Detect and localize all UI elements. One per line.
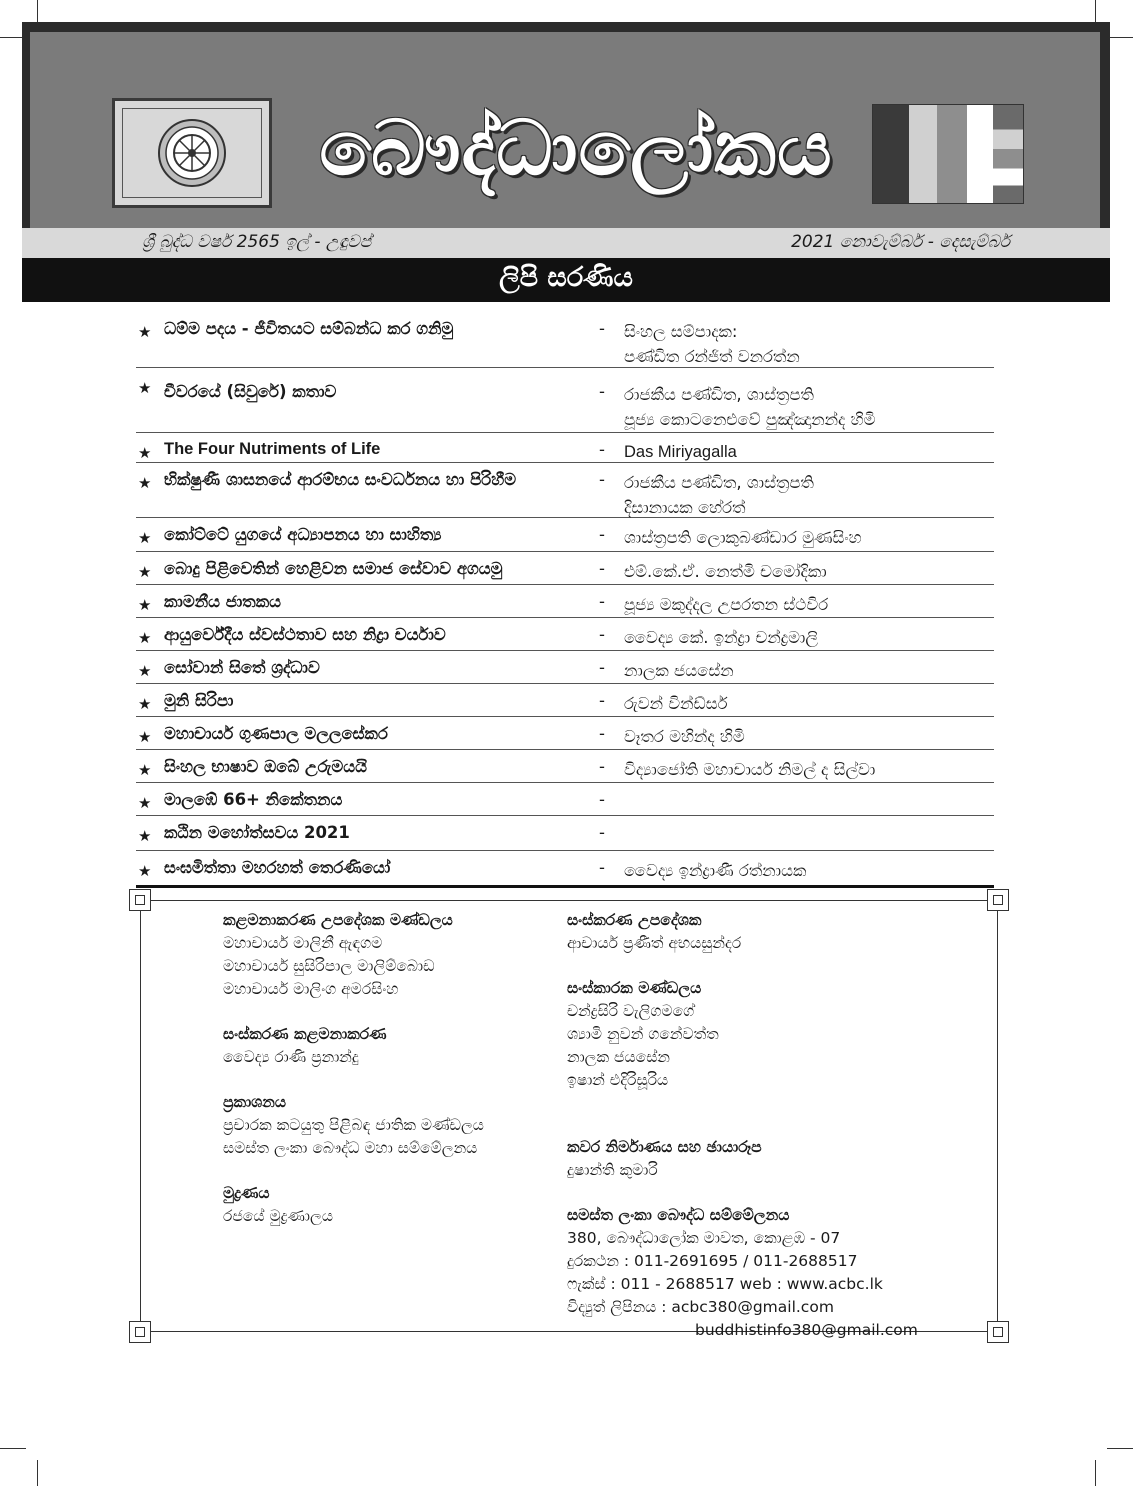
list-item: ★ චීවරයේ (සිවුරේ) කතාව - රාජකීය පණ්ඩිත, ශාස්ත්‍රපති පූජ්‍ය කොටනෙළුවේ පුඤ්ඤානන්ද හිමි — [136, 368, 994, 433]
article-title: සෝවාන් සිතේ ශ්‍රද්ධාව — [164, 658, 320, 677]
star-icon: ★ — [138, 596, 152, 614]
article-author: වෛද්‍ය ඉන්ද්‍රාණී රත්නායක — [624, 861, 807, 880]
crop-mark — [1107, 1448, 1133, 1449]
star-icon: ★ — [138, 862, 152, 880]
advisory-board-member: මහාචාර්ය සුසිරිපාල මාලිම්බොඩ — [223, 957, 435, 975]
star-icon: ★ — [138, 563, 152, 581]
article-title: සංඝමිත්තා මහරහත් තෙරණියෝ — [164, 858, 391, 877]
article-author: රාජකීය පණ්ඩිත, ශාස්ත්‍රපති පූජ්‍ය කොටනෙළුවේ පුඤ්ඤානන්ද හිමි — [624, 385, 876, 429]
crop-mark — [37, 1460, 38, 1486]
star-icon: ★ — [138, 827, 152, 845]
list-item: ★ කෝට්ටේ යුගයේ අධ්‍යාපනය හා සාහිත්‍ය - ශාස්ත්‍රපති ලොකුබණ්ඩාර මුණසිංහ — [136, 518, 994, 552]
article-author: රුවන් වින්ඩ්සර් — [624, 694, 728, 713]
cover-designer-name: දුෂාන්ති කුමාරි — [567, 1161, 658, 1179]
article-author: වෛද්‍ය කේ. ඉන්ද්‍රා චන්ද්‍රමාලි — [624, 628, 818, 647]
editorial-board-member: නාලක ජයසේන — [567, 1048, 670, 1066]
article-title: The Four Nutriments of Life — [164, 440, 381, 458]
article-author: රාජකීය පණ්ඩිත, ශාස්ත්‍රපති දිසානායක හේරත් — [624, 473, 814, 517]
editorial-manager-name: වෛද්‍ය රාණි ප්‍රනාන්දු — [223, 1048, 359, 1066]
star-icon: ★ — [138, 695, 152, 713]
list-item: ★ සිංහල භාෂාව ඔබේ උරුමයයි - විද්‍යාජෝති මහාචාර්ය නිමල් ද සිල්වා — [136, 750, 994, 783]
article-author: නාලක ජයසේන — [624, 661, 734, 680]
article-title: මාලඹේ 66+ නිකේතනය — [164, 790, 343, 809]
publication-heading: ප්‍රකාශනය — [223, 1093, 286, 1111]
star-icon: ★ — [138, 323, 152, 341]
list-item: ★ සෝවාන් සිතේ ශ්‍රද්ධාව - නාලක ජයසේන — [136, 651, 994, 684]
article-author: එම්.කේ.ඒ. නෙත්මි චමෝදිකා — [624, 562, 827, 581]
article-title: ධම්ම පදය - ජීවිතයට සම්බන්ධ කර ගනිමු — [164, 319, 454, 338]
article-title: සිංහල භාෂාව ඔබේ උරුමයයි — [164, 757, 367, 776]
article-title: මහාචාර්ය ගුණපාල මලලසේකර — [164, 724, 388, 743]
crop-mark — [1107, 37, 1133, 38]
organization-phone: දුරකථන : 011-2691695 / 011-2688517 — [567, 1252, 858, 1270]
list-item: ★ මුනි සිරිපා - රුවන් වින්ඩ්සර් — [136, 684, 994, 717]
gregorian-date: 2021 නොවැම්බර් - දෙසැම්බර් — [791, 232, 1010, 252]
organization-email-secondary: buddhistinfo380@gmail.com — [695, 1321, 918, 1339]
article-author: සිංහල සම්පාදක: පණ්ඩිත රන්ජිත් වනරත්න — [624, 322, 800, 366]
list-item: ★ කඨින මහෝත්සවය 2021 - — [136, 816, 994, 851]
star-icon: ★ — [138, 761, 152, 779]
editorial-board-member: ශ්‍යාමි නුවන් ගනේවත්ත — [567, 1025, 719, 1043]
advisory-board-member: මහාචාර්ය මාලිංග අමරසිංහ — [223, 980, 399, 998]
advisory-board-heading: කළමනාකරණ උපදේශක මණ්ඩලය — [223, 911, 453, 929]
list-item: ★ මහාචාර්ය ගුණපාල මලලසේකර - වෑතර මහින්ද හිමි — [136, 717, 994, 750]
printer-name: රජයේ මුද්‍රණාලය — [223, 1207, 333, 1225]
article-title: බොදු පිළිවෙතින් හෙළිවන සමාජ සේවාව අගයමු — [164, 559, 503, 578]
contents-list — [136, 312, 994, 888]
list-item: ★ ආයුර්වේදීය ස්වස්ථතාව සහ නිද්‍රා චර්යාව - වෛද්‍ය කේ. ඉන්ද්‍රා චන්ද්‍රමාලි — [136, 618, 994, 651]
star-icon: ★ — [138, 629, 152, 647]
frame-corner — [987, 1321, 1009, 1343]
date-strip — [22, 228, 1110, 258]
list-item: ★ ධම්ම පදය - ජීවිතයට සම්බන්ධ කර ගනිමු - සිංහල සම්පාදක: පණ්ඩිත රන්ජිත් වනරත්න — [136, 312, 994, 368]
masthead-title: බෞද්ධාලෝකය — [319, 103, 833, 192]
article-author: පූජ්‍ය මකුද්දල උපරතන ස්ථවිර — [624, 595, 829, 614]
editorial-board-member: ඉෂාන් එදිරිසූරිය — [567, 1071, 669, 1089]
organization-email: විද්‍යුත් ලිපිනය : acbc380@gmail.com — [567, 1298, 834, 1316]
star-icon: ★ — [138, 379, 152, 397]
section-title: ලිපි සරණිය — [499, 262, 633, 293]
organization-address: 380, බෞද්ධාලෝක මාවත, කොළඹ - 07 — [567, 1229, 841, 1247]
buddhist-era-date: ශ්‍රී බුද්ධ වර්ෂ 2565 ඉල් - උඳුවප් — [142, 232, 372, 252]
article-author: වෑතර මහින්ද හිමි — [624, 727, 745, 746]
publisher-name: සමස්ත ලංකා බෞද්ධ මහා සම්මේලනය — [223, 1139, 478, 1157]
article-title: භික්ෂුණී ශාසනයේ ආරම්භය සංවර්ධනය හා පිරිහීම — [164, 470, 517, 489]
publisher-name: ප්‍රචාරක කටයුතු පිළිබඳ ජාතික මණ්ඩලය — [223, 1116, 484, 1134]
list-item: ★ කාමනීය ජාතකය - පූජ්‍ය මකුද්දල උපරතන ස්ථවිර — [136, 585, 994, 618]
article-title: ආයුර්වේදීය ස්වස්ථතාව සහ නිද්‍රා චර්යාව — [164, 625, 446, 644]
article-title: කාමනීය ජාතකය — [164, 592, 281, 611]
list-item: ★ The Four Nutriments of Life - Das Miriyagalla — [136, 433, 994, 463]
organization-fax-web: ෆැක්ස් : 011 - 2688517 web : www.acbc.lk — [567, 1275, 883, 1293]
masthead-banner — [22, 22, 1110, 228]
frame-corner — [129, 889, 151, 911]
frame-corner — [129, 1321, 151, 1343]
editorial-manager-heading: සංස්කරණ කළමනාකරණ — [223, 1025, 387, 1043]
article-title: කඨින මහෝත්සවය 2021 — [164, 823, 350, 842]
article-title: කෝට්ටේ යුගයේ අධ්‍යාපනය හා සාහිත්‍ය — [164, 525, 442, 544]
cover-heading: කවර නිර්මාණය සහ ඡායාරූප — [567, 1138, 762, 1156]
crop-mark — [1095, 1460, 1096, 1486]
credits-right-column — [567, 909, 987, 1342]
frame-corner — [987, 889, 1009, 911]
crop-mark — [0, 1448, 26, 1449]
editorial-board-heading: සංස්කාරක මණ්ඩලය — [567, 979, 702, 997]
article-title: මුනි සිරිපා — [164, 691, 234, 710]
star-icon: ★ — [138, 529, 152, 547]
list-item: ★ මාලඹේ 66+ නිකේතනය - — [136, 783, 994, 816]
article-title: චීවරයේ (සිවුරේ) කතාව — [164, 382, 337, 401]
star-icon: ★ — [138, 444, 152, 462]
list-item: ★ සංඝමිත්තා මහරහත් තෙරණියෝ - වෛද්‍ය ඉන්ද්‍රාණී රත්නායක — [136, 851, 994, 888]
star-icon: ★ — [138, 474, 152, 492]
credits-left-column — [223, 909, 553, 1228]
section-title-bar — [22, 258, 1110, 302]
organization-name: සමස්ත ලංකා බෞද්ධ සම්මේලනය — [567, 1206, 790, 1224]
emblem-frame — [112, 98, 272, 208]
article-author: විද්‍යාජෝති මහාචාර්ය නිමල් ද සිල්වා — [624, 760, 876, 779]
editorial-advisor-heading: සංස්කරණ උපදේශක — [567, 911, 702, 929]
star-icon: ★ — [138, 794, 152, 812]
list-item: ★ භික්ෂුණී ශාසනයේ ආරම්භය සංවර්ධනය හා පිරිහීම - රාජකීය පණ්ඩිත, ශාස්ත්‍රපති දිසානායක හේරත් — [136, 463, 994, 518]
printing-heading: මුද්‍රණය — [223, 1184, 270, 1202]
credits-box — [140, 900, 998, 1339]
article-author: ශාස්ත්‍රපති ලොකුබණ්ඩාර මුණසිංහ — [624, 528, 862, 547]
editorial-advisor-name: ආචාර්ය ප්‍රණීත් අභයසුන්දර — [567, 934, 742, 952]
buddhist-flag — [872, 104, 1024, 204]
editorial-board-member: චන්ද්‍රසිරි වැලිගමගේ — [567, 1002, 695, 1020]
advisory-board-member: මහාචාර්ය මාලිනී ඇඳගම — [223, 934, 383, 952]
article-author: Das Miriyagalla — [624, 443, 737, 461]
star-icon: ★ — [138, 728, 152, 746]
list-item: ★ බොදු පිළිවෙතින් හෙළිවන සමාජ සේවාව අගයමු - එම්.කේ.ඒ. නෙත්මි චමෝදිකා — [136, 552, 994, 585]
star-icon: ★ — [138, 662, 152, 680]
